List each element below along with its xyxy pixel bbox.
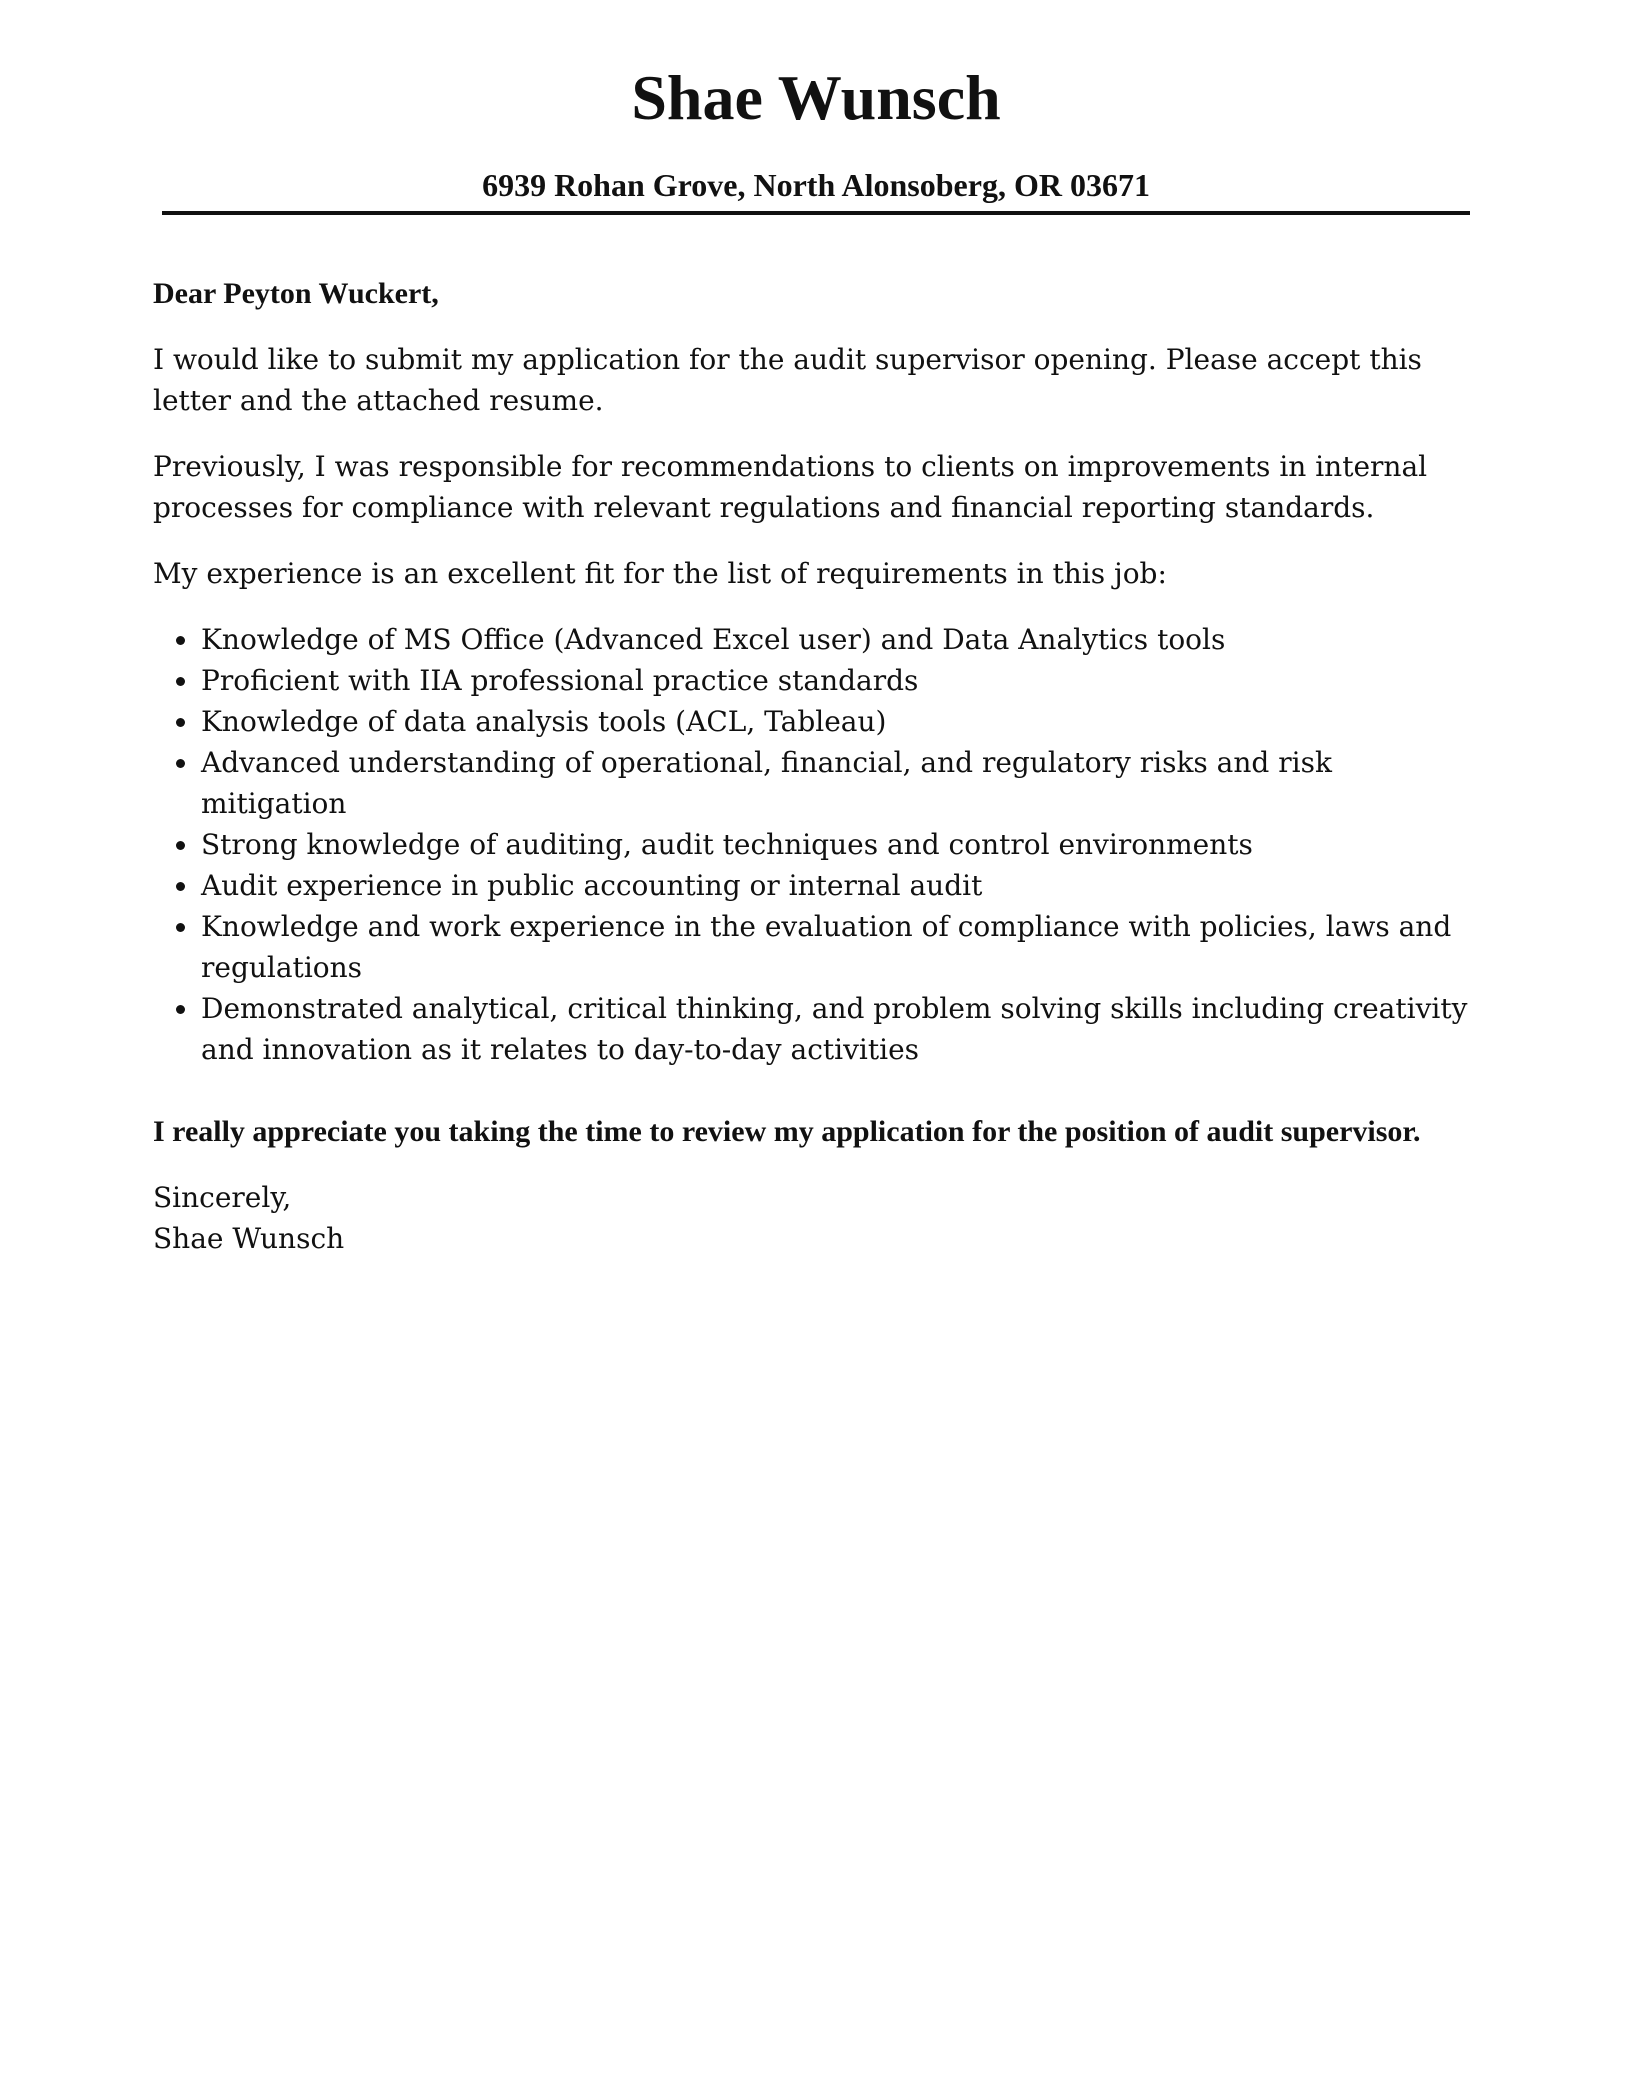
paragraph-requirements-intro: My experience is an excellent fit for the list of requirements in this job: [153,557,1167,590]
requirement-item: Audit experience in public accounting or internal audit [201,865,1483,906]
paragraph-experience: Previously, I was responsible for recommendations to clients on improvements in internal processes for compliance with relevant regulations and financial reporting standards. [153,450,1428,524]
requirements-list [153,619,1483,1070]
applicant-name: Shae Wunsch [631,62,1001,133]
signoff-block [153,1177,1483,1259]
requirement-item: Knowledge of data analysis tools (ACL, Tableau) [201,701,1483,742]
sign-off: Sincerely, [153,1181,292,1214]
requirement-item: Proficient with IIA professional practice standards [201,660,1483,701]
paragraph-intro: I would like to submit my application for the audit supervisor opening. Please accept this letter and the attached resume. [153,343,1422,417]
greeting: Dear Peyton Wuckert, [153,277,439,310]
letter-body [153,273,1483,1259]
requirement-item: Knowledge and work experience in the evaluation of compliance with policies, laws and regulations [201,906,1483,988]
applicant-address: 6939 Rohan Grove, North Alonsoberg, OR 03671 [482,167,1150,203]
closing-statement: I really appreciate you taking the time to review my application for the position of audit supervisor. [153,1115,1421,1148]
signature-name: Shae Wunsch [153,1222,345,1255]
requirement-item: Demonstrated analytical, critical thinking, and problem solving skills including creativity and innovation as it relates to day-to-day activities [201,988,1483,1070]
requirement-item: Advanced understanding of operational, financial, and regulatory risks and risk mitigation [201,742,1483,824]
requirement-item: Strong knowledge of auditing, audit techniques and control environments [201,824,1483,865]
header-divider [162,211,1470,215]
requirement-item: Knowledge of MS Office (Advanced Excel user) and Data Analytics tools [201,619,1483,660]
